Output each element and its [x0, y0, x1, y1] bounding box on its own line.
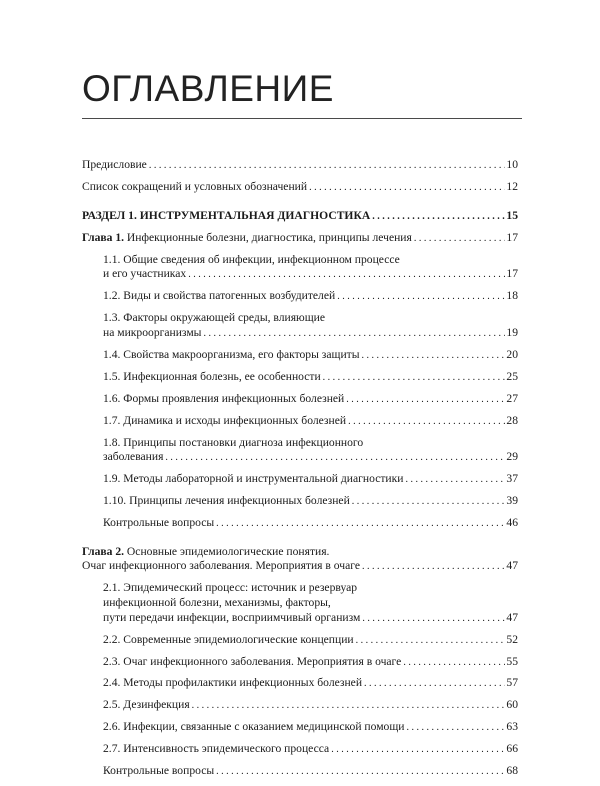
toc-entry-title: 2.6. Инфекции, связанные с оказанием медицинской помощи [103, 720, 405, 734]
page-number: 39 [506, 494, 518, 508]
toc-entry-title: 2.2. Современные эпидемиологические концепции [103, 632, 354, 646]
page-number: 63 [506, 720, 518, 734]
dot-leader [216, 765, 505, 780]
toc-entry-title: 1.3. Факторы окружающей среды, влияющие [103, 311, 325, 325]
page-number: 60 [506, 698, 518, 712]
toc-entry-title: Контрольные вопросы [103, 764, 215, 778]
toc-entry[interactable] [82, 436, 518, 466]
page-number: 27 [506, 391, 518, 405]
page-title: ОГЛАВЛЕНИЕ [82, 68, 334, 109]
dot-leader [362, 612, 505, 627]
toc-entry[interactable] [82, 764, 518, 780]
toc-entry-title: 1.4. Свойства макроорганизма, его факторы защиты [103, 347, 360, 361]
toc-entry-title: Контрольные вопросы [103, 516, 215, 530]
page-number: 18 [506, 289, 518, 303]
dot-leader [188, 268, 505, 283]
dot-leader [364, 677, 505, 692]
page-number: 12 [506, 179, 518, 193]
toc-entry[interactable] [82, 698, 518, 714]
toc-entry-title: инфекционной болезни, механизмы, факторы, [103, 595, 331, 609]
toc-entry[interactable] [82, 370, 518, 386]
toc-entry[interactable] [82, 348, 518, 364]
toc-entry-title: и его участниках [103, 267, 187, 281]
dot-leader [346, 393, 505, 408]
toc-entry-title: 1.8. Принципы постановки диагноза инфекционного [103, 435, 364, 449]
page-number: 15 [506, 208, 518, 222]
toc-entry-title: 1.9. Методы лабораторной и инструментальной диагностики [103, 472, 404, 486]
chapter-label: Глава 1. [82, 230, 125, 244]
toc-entry[interactable] [82, 720, 518, 736]
page-number: 47 [506, 610, 518, 624]
dot-leader [352, 495, 506, 510]
toc-entry-title: заболевания [103, 450, 164, 464]
page-number: 55 [506, 654, 518, 668]
page-number: 37 [506, 472, 518, 486]
toc-entry-title: 2.5. Дезинфекция [103, 698, 190, 712]
dot-leader [348, 415, 505, 430]
toc-entry[interactable] [82, 545, 518, 575]
dot-leader [405, 473, 505, 488]
page-number: 68 [506, 764, 518, 778]
dot-leader [192, 699, 506, 714]
toc-entry[interactable] [82, 180, 518, 196]
title-divider [82, 118, 522, 119]
dot-leader [203, 327, 505, 342]
toc-entry[interactable] [82, 676, 518, 692]
page-number: 25 [506, 369, 518, 383]
toc-entry[interactable] [82, 158, 518, 174]
toc-entry-title: 1.10. Принципы лечения инфекционных болезней [103, 494, 350, 508]
page-number: 17 [506, 267, 518, 281]
dot-leader [165, 451, 505, 466]
toc-entry-title: Основные эпидемиологические понятия. [124, 544, 330, 558]
toc-entry-title: 1.7. Динамика и исходы инфекционных болезней [103, 413, 347, 427]
toc-entry-title: 2.4. Методы профилактики инфекционных болезней [103, 676, 363, 690]
toc-entry[interactable] [82, 311, 518, 341]
dot-leader [362, 349, 506, 364]
dot-leader [362, 560, 505, 575]
page-number: 29 [506, 450, 518, 464]
page-number: 66 [506, 742, 518, 756]
toc-entry[interactable] [82, 253, 518, 283]
toc-entry[interactable] [82, 655, 518, 671]
page-number: 10 [506, 158, 518, 171]
toc-entry-title: на микроорганизмы [103, 325, 202, 339]
toc-entry-title: пути передачи инфекции, восприимчивый организм [103, 610, 361, 624]
toc-entry[interactable] [82, 392, 518, 408]
toc-entry[interactable] [82, 231, 518, 247]
toc-entry[interactable] [82, 633, 518, 649]
dot-leader [356, 634, 506, 649]
toc-entry[interactable] [82, 742, 518, 758]
toc-entry[interactable] [82, 209, 518, 225]
toc-entry-title: Очаг инфекционного заболевания. Мероприятия в очаге [82, 559, 361, 573]
toc-entry-title: 2.7. Интенсивность эпидемического процесса [103, 742, 330, 756]
toc-entry-title: Список сокращений и условных обозначений [82, 179, 308, 193]
toc-entry-title: РАЗДЕЛ 1. ИНСТРУМЕНТАЛЬНАЯ ДИАГНОСТИКА [82, 208, 371, 222]
page-number: 52 [506, 632, 518, 646]
dot-leader [406, 721, 505, 736]
table-of-contents [82, 158, 518, 786]
toc-entry[interactable] [82, 581, 518, 626]
toc-entry-title: 1.6. Формы проявления инфекционных болезней [103, 391, 345, 405]
dot-leader [414, 232, 506, 247]
page-number: 28 [506, 413, 518, 427]
chapter-label: Глава 2. [82, 544, 125, 558]
toc-entry-title: 2.3. Очаг инфекционного заболевания. Мероприятия в очаге [103, 654, 402, 668]
dot-leader [331, 743, 505, 758]
page-number: 57 [506, 676, 518, 690]
toc-entry-title: 1.5. Инфекционная болезнь, ее особенности [103, 369, 321, 383]
page-number: 20 [506, 347, 518, 361]
toc-entry[interactable] [82, 516, 518, 532]
toc-entry[interactable] [82, 494, 518, 510]
toc-entry-title: 1.2. Виды и свойства патогенных возбудителей [103, 289, 336, 303]
toc-entry-title: 1.1. Общие сведения об инфекции, инфекционном процессе [103, 252, 400, 266]
dot-leader [372, 210, 505, 225]
page-number: 46 [506, 516, 518, 530]
dot-leader [149, 159, 506, 174]
dot-leader [216, 517, 505, 532]
page-number: 17 [506, 230, 518, 244]
dot-leader [323, 371, 506, 386]
page-number: 19 [506, 325, 518, 339]
toc-entry[interactable] [82, 472, 518, 488]
dot-leader [337, 290, 505, 305]
toc-entry-title: Инфекционные болезни, диагностика, принципы лечения [124, 230, 412, 244]
toc-entry-title: 2.1. Эпидемический процесс: источник и резервуар [103, 581, 358, 595]
toc-entry[interactable] [82, 289, 518, 305]
toc-entry-title: Предисловие [82, 158, 147, 171]
dot-leader [309, 181, 505, 196]
toc-entry[interactable] [82, 414, 518, 430]
page-number: 47 [506, 559, 518, 573]
dot-leader [403, 656, 505, 671]
